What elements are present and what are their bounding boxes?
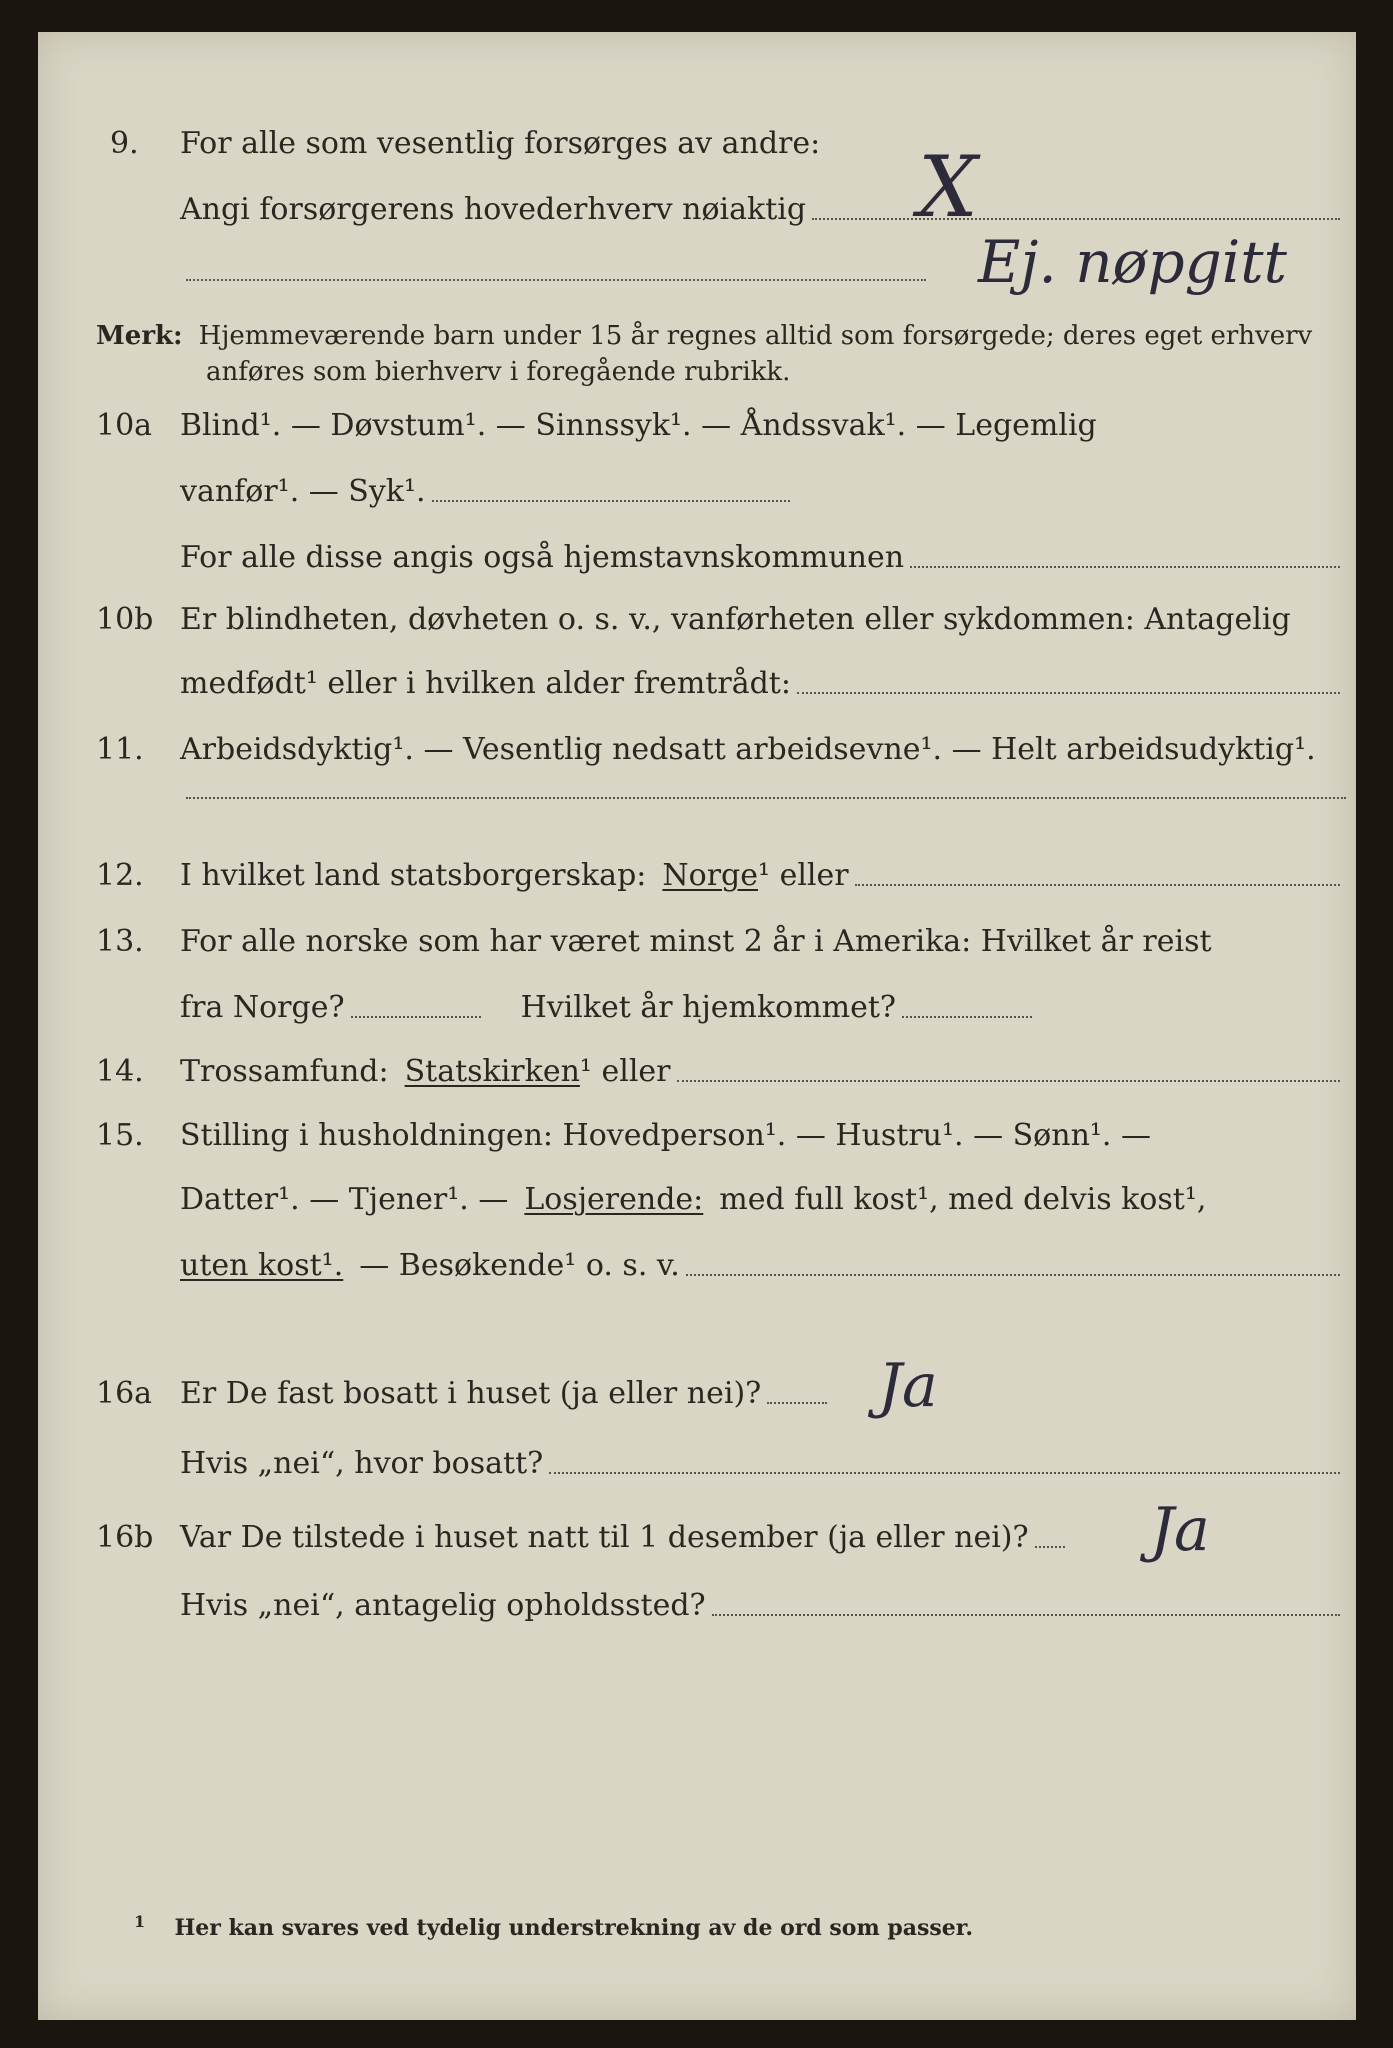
merk-line1 — [96, 320, 1312, 352]
q14-line — [180, 1054, 1340, 1090]
q9-extra-line — [186, 278, 926, 281]
q11-answer-line — [186, 796, 1346, 799]
q11-line1-text: Arbeidsdyktig¹. — Vesentlig nedsatt arbeidsevne¹. — Helt arbeidsudyktig¹. — [180, 732, 1316, 767]
q9-line1-text: For alle som vesentlig forsørges av andre: — [180, 126, 821, 161]
q12-number: 12. — [96, 858, 144, 893]
merk-line2 — [206, 356, 790, 388]
q16b-number: 16b — [96, 1520, 154, 1555]
q14-suffix: ¹ eller — [579, 1054, 671, 1089]
q15-line2a: Datter¹. — Tjener¹. — — [180, 1182, 509, 1217]
q10a-line1 — [180, 408, 1097, 444]
q9-handwritten-mark: X — [918, 138, 978, 236]
q16b-line2-text: Hvis „nei“, antagelig opholdssted? — [180, 1588, 706, 1623]
q15-number: 15. — [96, 1118, 144, 1153]
footnote — [134, 1914, 973, 1942]
q10a-line2 — [180, 474, 790, 510]
q13-hjem-line — [902, 1015, 1032, 1018]
q16b-handwritten-answer: Ja — [1150, 1495, 1210, 1565]
q16b-line1 — [180, 1520, 1065, 1556]
footnote-text: Her kan svares ved tydelig understrekning av de ord som passer. — [174, 1915, 974, 1941]
q10b-answer-line — [797, 691, 1340, 694]
q14-prefix: Trossamfund: — [180, 1054, 389, 1089]
q10b-line1 — [180, 602, 1291, 638]
q15-line3b: — Besøkende¹ o. s. v. — [359, 1248, 680, 1283]
q16a-bosatt-line — [549, 1471, 1340, 1474]
q13-number: 13. — [96, 924, 144, 959]
merk-line2-text: anføres som bierhverv i foregående rubrikk. — [206, 357, 791, 387]
q9-handwritten-answer: Ej. nøpgitt — [978, 228, 1287, 296]
q9-line2 — [180, 192, 1340, 228]
q14-answer-line — [677, 1079, 1340, 1082]
q12-prefix: I hvilket land statsborgerskap: — [180, 858, 647, 893]
q15-underlined-uten-kost: uten kost¹. — [180, 1248, 344, 1283]
q10a-line3-text: For alle disse angis også hjemstavnskommunen — [180, 540, 905, 575]
merk-label: Merk: — [96, 321, 183, 351]
q13-line1-text: For alle norske som har været minst 2 år i Amerika: Hvilket år reist — [180, 924, 1212, 959]
q16a-line2 — [180, 1446, 1340, 1482]
q11-number: 11. — [96, 732, 144, 767]
q12-answer-line — [855, 883, 1340, 886]
q9-number: 9. — [110, 126, 139, 161]
q15-line2b: med full kost¹, med delvis kost¹, — [719, 1182, 1207, 1217]
q14-number: 14. — [96, 1054, 144, 1089]
q10a-number: 10a — [96, 408, 153, 443]
q10a-line2-text: vanfør¹. — Syk¹. — [180, 474, 426, 509]
footnote-mark: 1 — [134, 1912, 146, 1931]
q10a-kommune-line — [910, 565, 1340, 568]
q15-line2 — [180, 1182, 1206, 1218]
q10a-line3 — [180, 540, 1340, 576]
q16b-answer-line — [1035, 1545, 1065, 1548]
q10b-line2 — [180, 666, 1340, 702]
q16b-line1-text: Var De tilstede i huset natt til 1 desember (ja eller nei)? — [180, 1520, 1029, 1555]
q13-line1 — [180, 924, 1212, 960]
q16a-line1 — [180, 1376, 827, 1412]
q13-line2 — [180, 990, 1032, 1026]
q13-line2a: fra Norge? — [180, 990, 345, 1025]
q10a-line1-text: Blind¹. — Døvstum¹. — Sinnssyk¹. — Åndssvak¹. — Legemlig — [180, 408, 1097, 443]
q15-line1-text: Stilling i husholdningen: Hovedperson¹. — Hustru¹. — Sønn¹. — — [180, 1118, 1151, 1153]
q16a-number: 16a — [96, 1376, 153, 1411]
q10b-line2-text: medfødt¹ eller i hvilken alder fremtrådt: — [180, 666, 791, 701]
q16b-opholdssted-line — [712, 1613, 1340, 1616]
q12-suffix: ¹ eller — [758, 858, 849, 893]
q11-line1 — [180, 732, 1316, 768]
q15-line3 — [180, 1248, 1340, 1284]
q10b-line1-text: Er blindheten, døvheten o. s. v., vanførheten eller sykdommen: Antagelig — [180, 602, 1291, 637]
q12-underlined-choice: Norge — [662, 858, 759, 893]
q9-line1 — [180, 126, 820, 162]
q15-line1 — [180, 1118, 1151, 1154]
q16a-answer-line — [767, 1401, 827, 1404]
q15-underlined-losjerende: Losjerende: — [524, 1182, 704, 1217]
q13-reist-line — [351, 1015, 481, 1018]
q15-answer-line — [686, 1273, 1340, 1276]
q16b-line2 — [180, 1588, 1340, 1624]
q16a-handwritten-answer: Ja — [878, 1351, 938, 1421]
q13-line2b: Hvilket år hjemkommet? — [520, 990, 897, 1025]
q10b-number: 10b — [96, 602, 154, 637]
q9-line2-text: Angi forsørgerens hovederhverv nøiaktig — [180, 192, 807, 227]
q14-underlined-choice: Statskirken — [404, 1054, 580, 1089]
q9-answer-line — [812, 217, 1340, 220]
merk-line1-text: Hjemmeværende barn under 15 år regnes alltid som forsørgede; deres eget erhverv — [198, 321, 1313, 351]
q16a-line1-text: Er De fast bosatt i huset (ja eller nei)? — [180, 1376, 762, 1411]
q12-line — [180, 858, 1340, 894]
form-page — [38, 32, 1356, 2020]
q10a-syk-line — [432, 499, 790, 502]
q16a-line2-text: Hvis „nei“, hvor bosatt? — [180, 1446, 544, 1481]
